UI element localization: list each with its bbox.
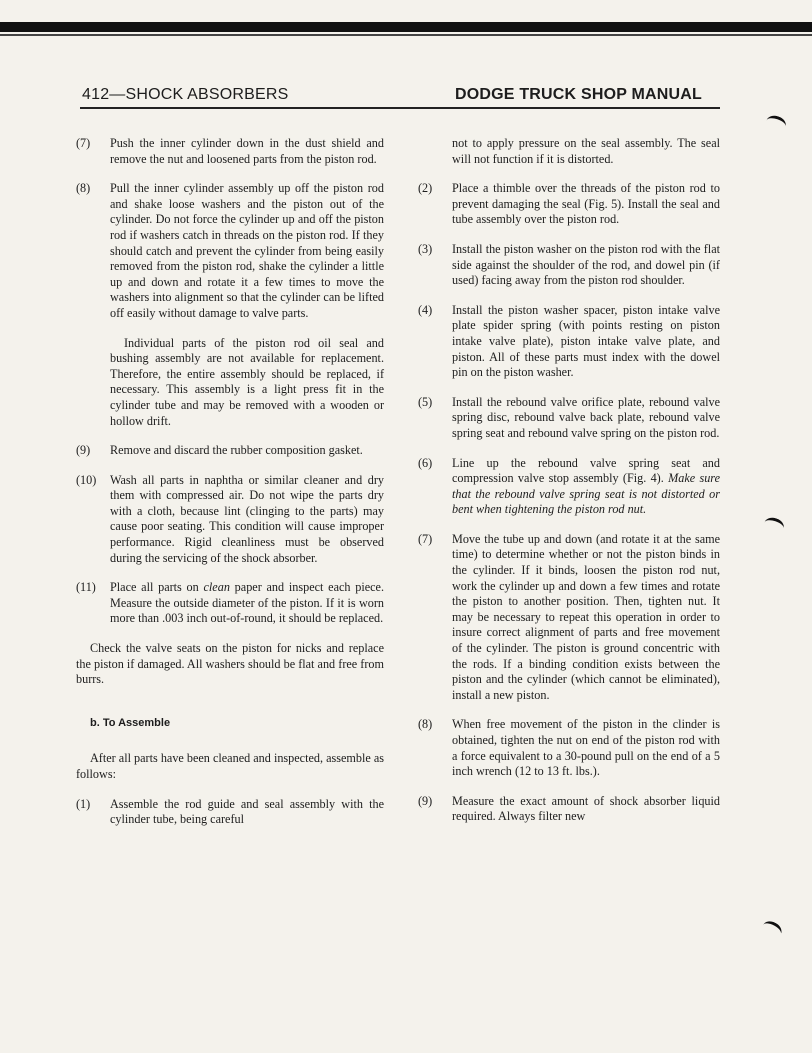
step-number: (3) (418, 241, 433, 256)
step-text: Install the rebound valve orifice plate, rebound valve spring disc, rebound valve back plate, rebound valve spring seat and rebound valve spring on the piston rod. (452, 394, 720, 440)
step-text: Wash all parts in naphtha or similar cleaner and dry them with compressed air. Do not wipe the parts dry with a cloth, because lint (clinging to the parts) may cause poor seating. This condition will cause improper performance. Rigid cleanliness must be observed during the servicing of the shock absorber. (110, 472, 384, 565)
step-number: (11) (76, 580, 96, 595)
section-subheading: b. To Assemble (90, 716, 171, 729)
step-text: Pull the inner cylinder assembly up off the piston rod and shake loose washers and the piston out of the cylinder. Do not force the cylinder up and off the piston rod if washers catch in threads on the piston rod. If they should catch and prevent the cylinder from being easily removed from the piston rod, shake the cylinder a little up and down and rotate it a few times to move the washers into alignment so that the cylinder can be lifted off easily without damage to valve parts. (110, 181, 384, 320)
step-text: Move the tube up and down (and rotate it at the same time) to determine whether or not the piston binds in the cylinder. If it binds, loosen the piston rod nut, work the cylinder up and down a few times and rotate the piston to another position. Then, tighten nut. It may be necessary to repeat this operation in order to insure correct alignment of parts and free movement of the cylinder. The piston is ground concentric with the rods. If a binding condition exists between the piston and the cylinder (which cannot be eliminated), install a new piston. (452, 531, 720, 702)
step-item (418, 395, 720, 442)
step-item (418, 242, 720, 289)
step-item (418, 136, 720, 167)
page-header-section: 412—SHOCK ABSORBERS (82, 86, 289, 103)
step-text-part: paper and inspect each piece. Measure the outside diameter of the piston. If it is worn more than .003 inch out-of-round, it should be replaced. (110, 580, 385, 626)
page-header-title: DODGE TRUCK SHOP MANUAL (455, 86, 702, 103)
step-number: (8) (418, 717, 433, 732)
step-item (418, 181, 720, 228)
step-number (418, 136, 452, 167)
step-item (76, 136, 384, 167)
step-text-emphasis: Make sure that the rebound valve spring seat is not distorted or bent when tightening the piston rod nut. (452, 471, 721, 517)
step-number: (2) (418, 181, 433, 196)
step-text-part: Place all parts on (110, 580, 204, 595)
binder-mark (760, 918, 785, 941)
step-number: (4) (418, 302, 433, 317)
step-text (110, 580, 384, 627)
step-text: not to apply pressure on the seal assembly. The seal will not function if it is distorted. (452, 136, 720, 166)
step-text: Push the inner cylinder down in the dust shield and remove the nut and loosened parts from the piston rod. (110, 136, 384, 166)
step-text: Remove and discard the rubber composition gasket. (110, 443, 363, 458)
binder-mark (762, 515, 786, 535)
right-column (418, 136, 720, 839)
step-number: (7) (76, 136, 91, 150)
step-text (452, 456, 720, 518)
step-item (418, 456, 720, 518)
step-number: (9) (418, 793, 433, 808)
left-column (76, 136, 384, 842)
step-text: Assemble the rod guide and seal assembly with the cylinder tube, being careful (110, 796, 384, 827)
step-item (418, 794, 720, 825)
header-rule (80, 107, 720, 109)
step-item (76, 580, 384, 627)
step-item (76, 797, 384, 828)
step-item (418, 717, 720, 779)
step-number: (6) (418, 455, 433, 470)
step-text-emphasis: clean (203, 580, 230, 595)
step-number: (10) (76, 472, 97, 487)
step-item (76, 473, 384, 567)
top-border-line (0, 34, 812, 36)
step-item (76, 181, 384, 321)
step-text: Measure the exact amount of shock absorber liquid required. Always filter new (452, 793, 720, 824)
binder-mark (764, 113, 788, 133)
step-item (418, 532, 720, 704)
step-item (418, 303, 720, 381)
step-number: (8) (76, 181, 91, 196)
step-item (76, 443, 384, 459)
step-text: Install the piston washer on the piston rod with the flat side against the shoulder of the rod, and dowel pin (if used) facing away from the piston rod shoulder. (452, 241, 720, 288)
step-number: (1) (76, 796, 91, 811)
step-number: (9) (76, 443, 91, 458)
step-number: (7) (418, 531, 433, 546)
note-paragraph: Individual parts of the piston rod oil seal and bushing assembly are not available for replacement. Therefore, the entire assembly should be replaced, if necessary. This assembly is a light press fit in the cylinder tube and may be removed with a wooden or hollow drift. (110, 335, 384, 428)
step-text-part: Line up the rebound valve spring seat and compression valve stop assembly (Fig. 4). (452, 455, 720, 486)
step-number: (5) (418, 394, 433, 409)
step-text: Install the piston washer spacer, piston intake valve plate spider spring (with points resting on piston intake valve plate), piston intake valve plate, and piston. All of these parts must index with the dowel pin on the piston washer. (452, 302, 720, 380)
step-text: When free movement of the piston in the clinder is obtained, tighten the nut on end of the piston rod with a force equivalent to a 30-pound pull on the end of a 5 inch wrench (12 to 13 ft. lbs.). (452, 717, 720, 779)
check-paragraph: Check the valve seats on the piston for nicks and replace the piston if damaged. All washers should be flat and free from burrs. (76, 641, 384, 687)
step-text: Place a thimble over the threads of the piston rod to prevent damaging the seal (Fig. 5). Install the seal and tube assembly over the piston rod. (452, 181, 720, 227)
top-border-bar (0, 22, 812, 32)
assemble-intro: After all parts have been cleaned and inspected, assemble as follows: (76, 751, 384, 781)
